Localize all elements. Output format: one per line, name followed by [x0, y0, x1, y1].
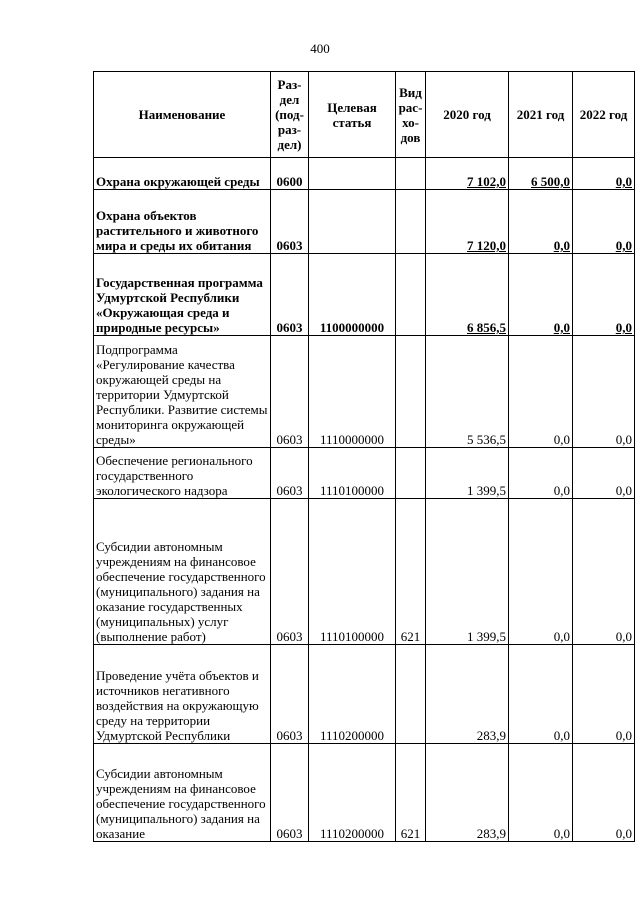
- row-2022: 0,0: [573, 336, 635, 448]
- row-2020: 283,9: [426, 744, 509, 842]
- row-2020: 6 856,5: [426, 254, 509, 336]
- row-2022: 0,0: [573, 158, 635, 190]
- row-name: Государственная программа Удмуртской Республики «Окружающая среда и природные ресурсы»: [94, 254, 271, 336]
- row-2021: 0,0: [509, 499, 573, 645]
- row-2020: 5 536,5: [426, 336, 509, 448]
- col-header-2021: 2021 год: [509, 72, 573, 158]
- row-2021: 0,0: [509, 254, 573, 336]
- row-article: [309, 158, 396, 190]
- budget-table: [93, 71, 635, 842]
- row-article: 1110100000: [309, 499, 396, 645]
- row-article: 1100000000: [309, 254, 396, 336]
- col-header-article: Целевая статья: [309, 72, 396, 158]
- col-header-section: Раз- дел (под- раз- дел): [271, 72, 309, 158]
- table-row: [94, 448, 635, 499]
- row-section: 0603: [271, 254, 309, 336]
- row-2021: 0,0: [509, 190, 573, 254]
- page-number: 400: [310, 41, 330, 56]
- table-row: [94, 254, 635, 336]
- row-2021: 0,0: [509, 744, 573, 842]
- row-article: 1110100000: [309, 448, 396, 499]
- table-header-row: [94, 72, 635, 158]
- row-2021: 0,0: [509, 336, 573, 448]
- row-expense-type: 621: [396, 744, 426, 842]
- row-2020: 1 399,5: [426, 499, 509, 645]
- table-row: [94, 190, 635, 254]
- row-name: Субсидии автономным учреждениям на финансовое обеспечение государственного (муниципального) задания на оказание: [94, 744, 271, 842]
- col-header-2020: 2020 год: [426, 72, 509, 158]
- row-article: 1110200000: [309, 645, 396, 744]
- row-article: 1110000000: [309, 336, 396, 448]
- row-expense-type: 621: [396, 499, 426, 645]
- row-section: 0603: [271, 448, 309, 499]
- table-row: [94, 336, 635, 448]
- col-header-name: Наименование: [94, 72, 271, 158]
- row-name: Охрана окружающей среды: [94, 158, 271, 190]
- row-article: 1110200000: [309, 744, 396, 842]
- row-2022: 0,0: [573, 190, 635, 254]
- table-row: [94, 645, 635, 744]
- row-article: [309, 190, 396, 254]
- row-2022: 0,0: [573, 645, 635, 744]
- row-expense-type: [396, 645, 426, 744]
- row-2020: 283,9: [426, 645, 509, 744]
- row-expense-type: [396, 254, 426, 336]
- row-2022: 0,0: [573, 448, 635, 499]
- col-header-2022: 2022 год: [573, 72, 635, 158]
- row-expense-type: [396, 448, 426, 499]
- row-2021: 6 500,0: [509, 158, 573, 190]
- row-name: Охрана объектов растительного и животного мира и среды их обитания: [94, 190, 271, 254]
- row-2021: 0,0: [509, 448, 573, 499]
- row-expense-type: [396, 158, 426, 190]
- row-name: Подпрограмма «Регулирование качества окружающей среды на территории Удмуртской Республики. Развитие системы мониторинга окружающей среды»: [94, 336, 271, 448]
- row-section: 0603: [271, 744, 309, 842]
- row-2020: 1 399,5: [426, 448, 509, 499]
- table-row: [94, 499, 635, 645]
- col-header-expense-type: Вид рас- хо- дов: [396, 72, 426, 158]
- table-row: [94, 744, 635, 842]
- row-section: 0603: [271, 336, 309, 448]
- row-2020: 7 102,0: [426, 158, 509, 190]
- row-expense-type: [396, 190, 426, 254]
- row-name: Субсидии автономным учреждениям на финансовое обеспечение государственного (муниципального) задания на оказание государственных (муниципальных) услуг (выполнение работ): [94, 499, 271, 645]
- row-name: Проведение учёта объектов и источников негативного воздействия на окружающую среду на территории Удмуртской Республики: [94, 645, 271, 744]
- row-expense-type: [396, 336, 426, 448]
- row-2022: 0,0: [573, 744, 635, 842]
- row-name: Обеспечение регионального государственного экологического надзора: [94, 448, 271, 499]
- row-2022: 0,0: [573, 254, 635, 336]
- row-2021: 0,0: [509, 645, 573, 744]
- row-2020: 7 120,0: [426, 190, 509, 254]
- table-row: [94, 158, 635, 190]
- row-section: 0603: [271, 645, 309, 744]
- row-section: 0603: [271, 190, 309, 254]
- row-section: 0600: [271, 158, 309, 190]
- row-section: 0603: [271, 499, 309, 645]
- row-2022: 0,0: [573, 499, 635, 645]
